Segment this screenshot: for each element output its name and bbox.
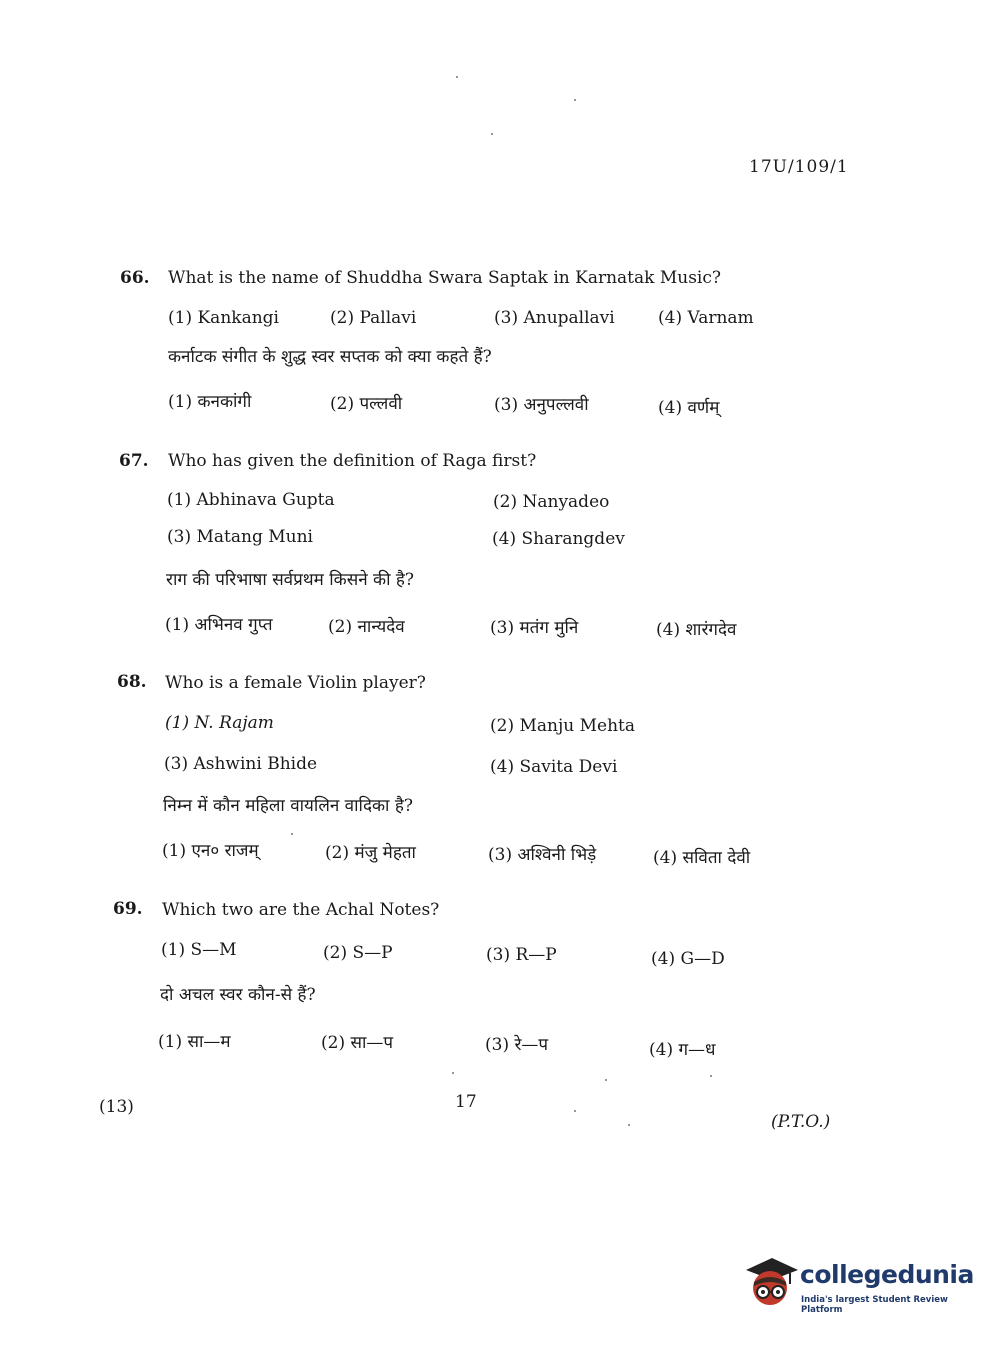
scan-speck [452, 1072, 454, 1074]
option: (2) S—P [323, 943, 393, 963]
question-number: 66. [120, 268, 150, 288]
question-number: 69. [113, 899, 143, 919]
scan-speck [574, 1110, 576, 1112]
option: (1) N. Rajam [165, 713, 274, 733]
option: (3) Anupallavi [494, 308, 615, 328]
booklet-page-label: (13) [99, 1097, 134, 1117]
option: (2) Manju Mehta [490, 716, 635, 736]
option: (4) Varnam [658, 308, 754, 328]
option-hindi: (3) अश्विनी भिड़े [488, 845, 597, 865]
option-hindi: (4) सविता देवी [653, 848, 751, 868]
scan-speck [291, 833, 293, 835]
option: (4) Sharangdev [492, 529, 625, 549]
option: (1) S—M [161, 940, 237, 960]
option-hindi: (3) रे—प [485, 1035, 549, 1055]
option-hindi: (2) मंजु मेहता [325, 843, 416, 863]
brand-name: collegedunia [800, 1260, 974, 1289]
option: (4) Savita Devi [490, 757, 618, 777]
collegedunia-logo [740, 1252, 974, 1315]
option-hindi: (3) मतंग मुनि [490, 618, 579, 638]
option: (1) Abhinava Gupta [167, 490, 335, 510]
option-hindi: (2) सा—प [321, 1033, 394, 1053]
question-text-hindi: राग की परिभाषा सर्वप्रथम किसने की है? [166, 570, 415, 590]
question-number: 67. [119, 451, 149, 471]
option-hindi: (4) शारंगदेव [656, 620, 737, 640]
question-number: 68. [117, 672, 147, 692]
scan-speck [574, 99, 576, 101]
question-text: Who is a female Violin player? [165, 673, 426, 693]
option-hindi: (1) एन० राजम् [162, 841, 259, 861]
pto-label: (P.T.O.) [771, 1112, 831, 1132]
option-hindi: (4) वर्णम् [658, 398, 720, 418]
option-hindi: (3) अनुपल्लवी [494, 395, 589, 415]
option: (1) Kankangi [168, 308, 279, 328]
option-hindi: (2) पल्लवी [330, 394, 403, 414]
option: (2) Nanyadeo [493, 492, 610, 512]
question-text-hindi: निम्न में कौन महिला वायलिन वादिका है? [163, 796, 413, 816]
question-text-hindi: कर्नाटक संगीत के शुद्ध स्वर सप्तक को क्या कहते हैं? [168, 347, 492, 367]
question-text: Who has given the definition of Raga first? [168, 451, 537, 471]
page-number: 17 [455, 1092, 477, 1112]
option: (2) Pallavi [330, 308, 417, 328]
question-text: Which two are the Achal Notes? [162, 900, 440, 920]
scan-speck [710, 1075, 712, 1077]
question-text: What is the name of Shuddha Swara Saptak in Karnatak Music? [168, 268, 721, 288]
scan-speck [605, 1079, 607, 1081]
question-text-hindi: दो अचल स्वर कौन-से हैं? [160, 985, 316, 1005]
scan-speck [628, 1124, 630, 1126]
option: (3) Matang Muni [167, 527, 313, 547]
scan-speck [456, 76, 458, 78]
paper-code: 17U/109/1 [749, 157, 849, 177]
option-hindi: (1) अभिनव गुप्त [165, 615, 273, 635]
option-hindi: (1) सा—म [158, 1032, 231, 1052]
mascot-icon [740, 1252, 802, 1312]
option: (4) G—D [651, 949, 725, 969]
option-hindi: (2) नान्यदेव [328, 617, 405, 637]
scan-speck [491, 133, 493, 135]
option: (3) Ashwini Bhide [164, 754, 318, 774]
brand-tagline: India's largest Student Review Platform [801, 1295, 948, 1315]
option: (3) R—P [486, 945, 557, 965]
option-hindi: (1) कनकांगी [168, 392, 252, 412]
option-hindi: (4) ग—ध [649, 1040, 716, 1060]
